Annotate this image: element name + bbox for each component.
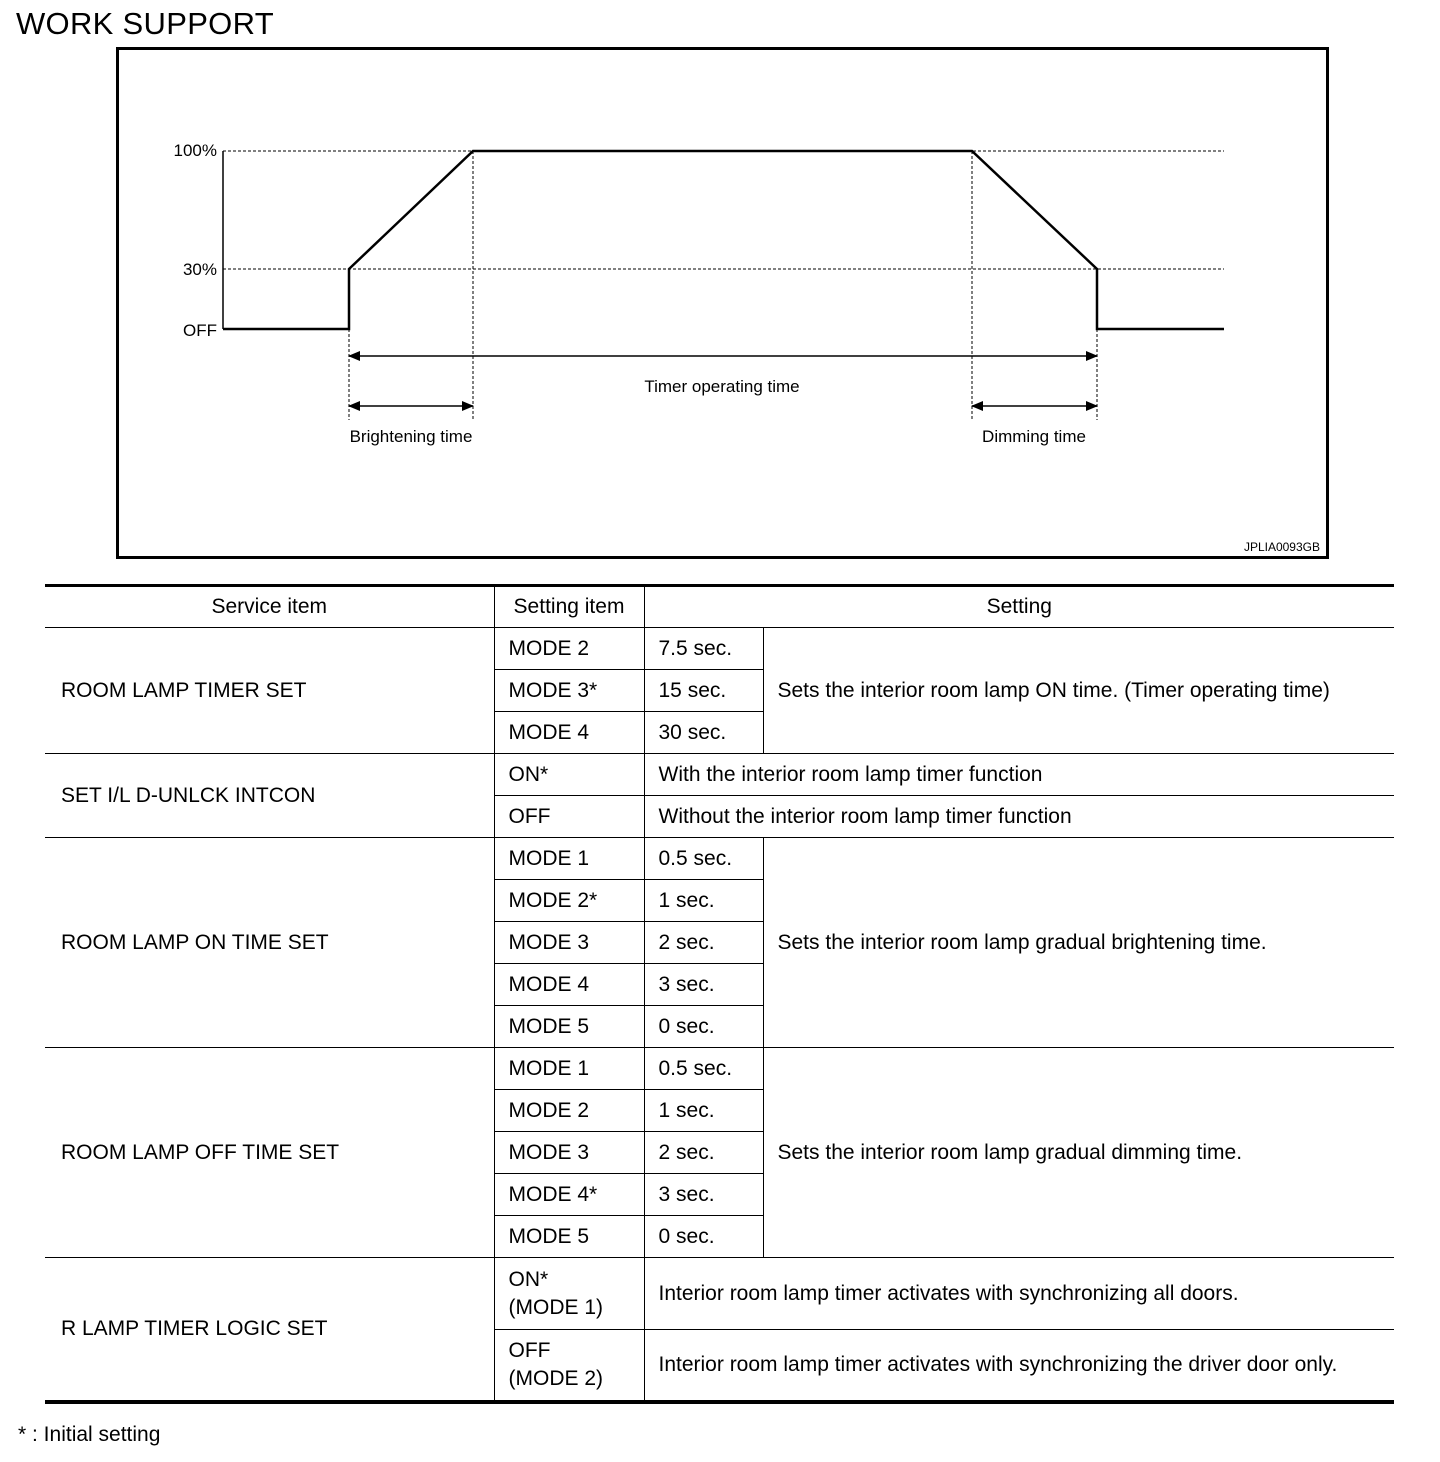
setting-description: Sets the interior room lamp gradual dimming time. — [763, 1048, 1394, 1258]
setting-item: MODE 4 — [494, 712, 644, 754]
setting-description: Interior room lamp timer activates with synchronizing the driver door only. — [644, 1330, 1394, 1402]
setting-item: MODE 5 — [494, 1216, 644, 1258]
header-setting-item: Setting item — [494, 586, 644, 628]
setting-value: 15 sec. — [644, 670, 763, 712]
setting-item: MODE 3 — [494, 922, 644, 964]
timing-diagram-svg — [119, 50, 1326, 556]
setting-value: 2 sec. — [644, 1132, 763, 1174]
setting-item-line: ON* — [508, 1267, 549, 1291]
setting-item-line: OFF — [508, 1338, 551, 1362]
setting-value: 7.5 sec. — [644, 628, 763, 670]
setting-item: MODE 2 — [494, 1090, 644, 1132]
setting-value: 1 sec. — [644, 880, 763, 922]
lamp-level-trace — [223, 151, 1224, 329]
timer-operating-label: Timer operating time — [644, 377, 800, 396]
table-header-row — [45, 586, 1394, 628]
setting-description: Without the interior room lamp timer function — [644, 796, 1394, 838]
setting-value: 0.5 sec. — [644, 838, 763, 880]
setting-item: MODE 2 — [494, 628, 644, 670]
setting-item: MODE 3* — [494, 670, 644, 712]
brightening-label: Brightening time — [349, 427, 473, 446]
setting-item: ON* — [494, 754, 644, 796]
service-item: ROOM LAMP TIMER SET — [45, 628, 494, 754]
setting-value: 2 sec. — [644, 922, 763, 964]
header-service-item: Service item — [45, 586, 494, 628]
service-item: SET I/L D-UNLCK INTCON — [45, 754, 494, 838]
table-row — [45, 628, 1394, 670]
setting-description: Sets the interior room lamp gradual brightening time. — [763, 838, 1394, 1048]
setting-description: With the interior room lamp timer function — [644, 754, 1394, 796]
table-row — [45, 1048, 1394, 1090]
setting-value: 30 sec. — [644, 712, 763, 754]
table-row — [45, 1258, 1394, 1330]
service-item: ROOM LAMP OFF TIME SET — [45, 1048, 494, 1258]
service-item: ROOM LAMP ON TIME SET — [45, 838, 494, 1048]
figure-code: JPLIA0093GB — [1243, 540, 1320, 554]
setting-item: MODE 4* — [494, 1174, 644, 1216]
setting-item-line: (MODE 1) — [508, 1295, 603, 1319]
dimming-label: Dimming time — [982, 427, 1086, 446]
setting-description: Interior room lamp timer activates with synchronizing all doors. — [644, 1258, 1394, 1330]
setting-item: MODE 5 — [494, 1006, 644, 1048]
work-support-table — [45, 584, 1394, 1404]
setting-item-line: (MODE 2) — [508, 1366, 603, 1390]
label-off: OFF — [183, 321, 217, 340]
setting-item — [494, 1258, 644, 1330]
setting-item: MODE 3 — [494, 1132, 644, 1174]
setting-item: MODE 2* — [494, 880, 644, 922]
setting-value: 3 sec. — [644, 964, 763, 1006]
setting-item — [494, 1330, 644, 1402]
setting-item: MODE 1 — [494, 838, 644, 880]
table-row — [45, 838, 1394, 880]
setting-item: MODE 1 — [494, 1048, 644, 1090]
service-item: R LAMP TIMER LOGIC SET — [45, 1258, 494, 1402]
setting-value: 1 sec. — [644, 1090, 763, 1132]
footnote: * : Initial setting — [18, 1423, 161, 1446]
setting-value: 0 sec. — [644, 1216, 763, 1258]
setting-description: Sets the interior room lamp ON time. (Timer operating time) — [763, 628, 1394, 754]
setting-value: 3 sec. — [644, 1174, 763, 1216]
label-100: 100% — [173, 141, 217, 160]
setting-item: OFF — [494, 796, 644, 838]
page-title: WORK SUPPORT — [16, 6, 274, 41]
setting-value: 0.5 sec. — [644, 1048, 763, 1090]
setting-item: MODE 4 — [494, 964, 644, 1006]
label-30: 30% — [182, 260, 217, 279]
setting-value: 0 sec. — [644, 1006, 763, 1048]
header-setting: Setting — [644, 586, 1394, 628]
timing-diagram — [116, 47, 1329, 559]
table-row — [45, 754, 1394, 796]
